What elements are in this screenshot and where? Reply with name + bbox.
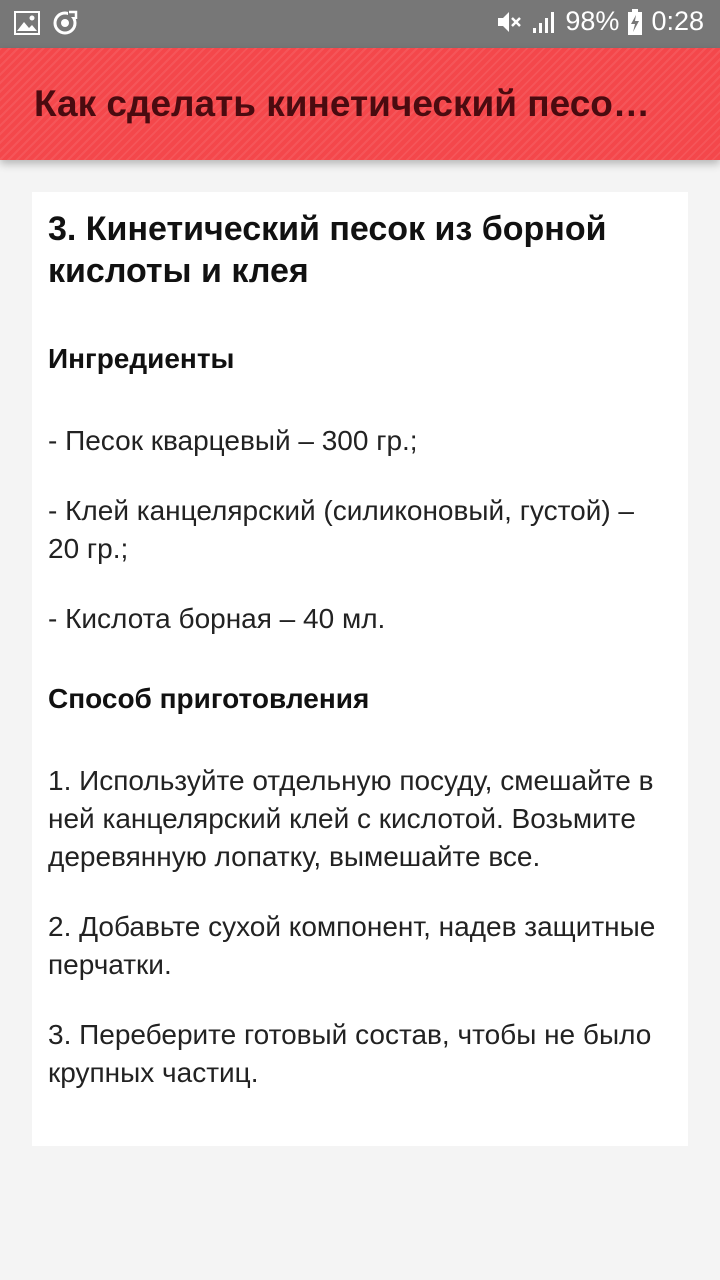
ingredient-item: - Клей канцелярский (силиконовый, густой) – 20 гр.; xyxy=(48,495,635,564)
step-item: 2. Добавьте сухой компонент, надев защитные перчатки. xyxy=(48,911,656,980)
status-right xyxy=(495,6,704,37)
status-bar xyxy=(0,0,720,48)
sync-icon xyxy=(52,10,78,36)
app-bar xyxy=(0,48,720,160)
battery-charging-icon xyxy=(627,8,643,36)
ingredient-item: - Кислота борная – 40 мл. xyxy=(48,603,386,634)
ingredient-item: - Песок кварцевый – 300 гр.; xyxy=(48,425,418,456)
mute-icon xyxy=(495,8,523,36)
signal-icon xyxy=(531,9,557,35)
article-title: 3. Кинетический песок из борной кислоты и клея xyxy=(48,210,607,290)
step-item: 3. Переберите готовый состав, чтобы не было крупных частиц. xyxy=(48,1019,652,1088)
status-left-icons xyxy=(14,10,78,36)
method-heading: Способ приготовления xyxy=(48,683,370,714)
step-item: 1. Используйте отдельную посуду, смешайте в ней канцелярский клей с кислотой. Возьмите деревянную лопатку, вымешайте все. xyxy=(48,765,654,872)
battery-percent: 98% xyxy=(565,6,620,36)
app-title: Как сделать кинетический песо… xyxy=(34,83,650,124)
image-icon xyxy=(14,11,40,35)
clock: 0:28 xyxy=(651,6,704,36)
ingredients-heading: Ингредиенты xyxy=(48,343,235,374)
article-card xyxy=(32,192,688,1146)
